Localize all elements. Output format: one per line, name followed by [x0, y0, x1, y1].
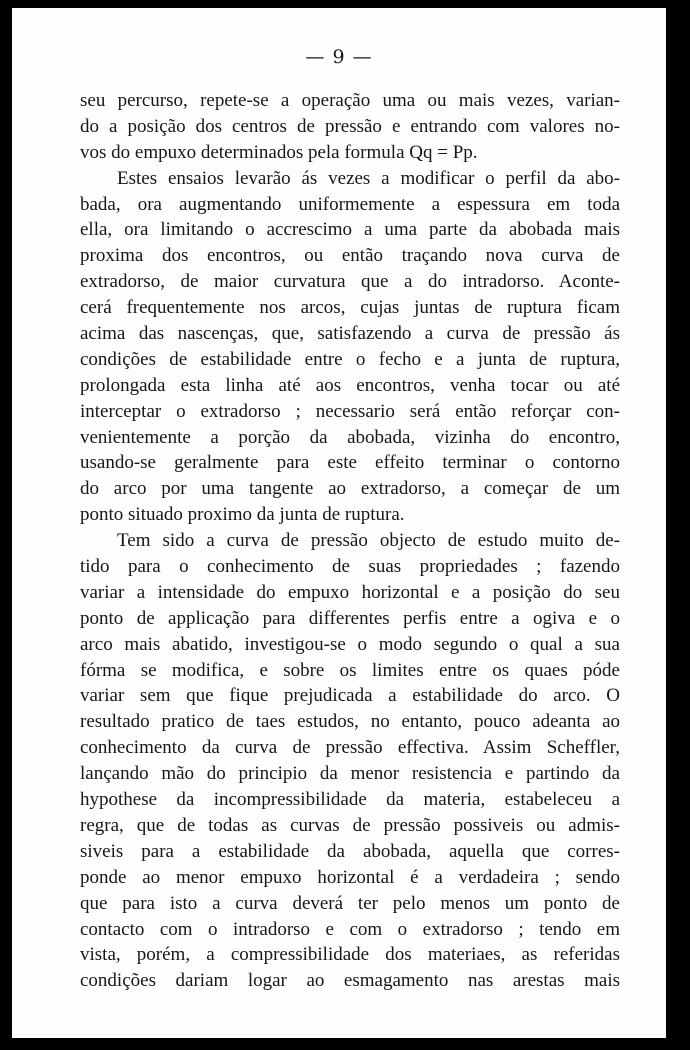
text-line: ponto de applicação para differentes perfis entre a ogiva e o — [80, 607, 620, 629]
text-line: acima das nascenças, que, satisfazendo a curva de pressão ás — [80, 323, 620, 345]
body-text — [80, 88, 620, 994]
text-line: resultado pratico de taes estudos, no entanto, pouco adeanta ao — [80, 711, 620, 733]
text-line: contacto com o intradorso e com o extradorso ; tendo em — [80, 918, 620, 940]
text-line: ponto situado proximo da junta de ruptura. — [80, 504, 405, 526]
text-line: fórma se modifica, e sobre os limites entre os quaes póde — [80, 659, 620, 681]
text-line: que para isto a curva deverá ter pelo menos um ponto de — [80, 892, 620, 914]
text-line: conhecimento da curva de pressão effectiva. Assim Scheffler, — [80, 737, 620, 759]
text-line: lançando mão do principio da menor resistencia e partindo da — [80, 763, 620, 785]
text-line: Estes ensaios levarão ás vezes a modificar o perfil da abo- — [117, 167, 620, 189]
text-line: arco mais abatido, investigou-se o modo segundo o qual a sua — [80, 633, 620, 655]
text-line: siveis para a estabilidade da abobada, aquella que corres- — [80, 840, 620, 862]
text-line: do a posição dos centros de pressão e entrando com valores no- — [80, 115, 620, 137]
text-line: hypothese da incompressibilidade da materia, estabeleceu a — [80, 789, 620, 811]
text-line: tido para o conhecimento de suas propriedades ; fazendo — [80, 556, 620, 578]
text-line: seu percurso, repete-se a operação uma ou mais vezes, varian- — [80, 90, 620, 111]
text-line: variar sem que fique prejudicada a estabilidade do arco. O — [80, 685, 620, 707]
text-line: prolongada esta linha até aos encontros, venha tocar ou até — [80, 374, 620, 396]
text-line: condições de estabilidade entre o fecho e a junta de ruptura, — [80, 348, 620, 370]
text-line: extradorso, de maior curvatura que a do intradorso. Aconte- — [80, 271, 620, 293]
text-line: variar a intensidade do empuxo horizontal e a posição do seu — [80, 581, 620, 603]
text-line: vista, porém, a compressibilidade dos materiaes, as referidas — [80, 944, 620, 966]
page-number: — 9 — — [305, 46, 373, 68]
document-page — [12, 8, 666, 1038]
text-line: vos do empuxo determinados pela formula Qq = Pp. — [80, 141, 478, 163]
text-line: condições dariam logar ao esmagamento nas arestas mais — [80, 970, 620, 992]
text-line: cerá frequentemente nos arcos, cujas juntas de ruptura ficam — [80, 297, 620, 319]
text-line: proxima dos encontros, ou então traçando nova curva de — [80, 245, 620, 267]
text-line: ella, ora limitando o accrescimo a uma parte da abobada mais — [80, 219, 620, 241]
text-line: interceptar o extradorso ; necessario será então reforçar con- — [80, 400, 620, 422]
text-line: ponde ao menor empuxo horizontal é a verdadeira ; sendo — [80, 866, 620, 888]
text-line: venientemente a porção da abobada, vizinha do encontro, — [80, 426, 620, 448]
text-line: usando-se geralmente para este effeito terminar o contorno — [80, 452, 620, 474]
text-line: do arco por uma tangente ao extradorso, a começar de um — [80, 478, 620, 500]
text-line: regra, que de todas as curvas de pressão possiveis ou admis- — [80, 814, 620, 836]
text-line: Tem sido a curva de pressão objecto de estudo muito de- — [117, 530, 620, 552]
text-line: bada, ora augmentando uniformemente a espessura em toda — [80, 193, 620, 215]
